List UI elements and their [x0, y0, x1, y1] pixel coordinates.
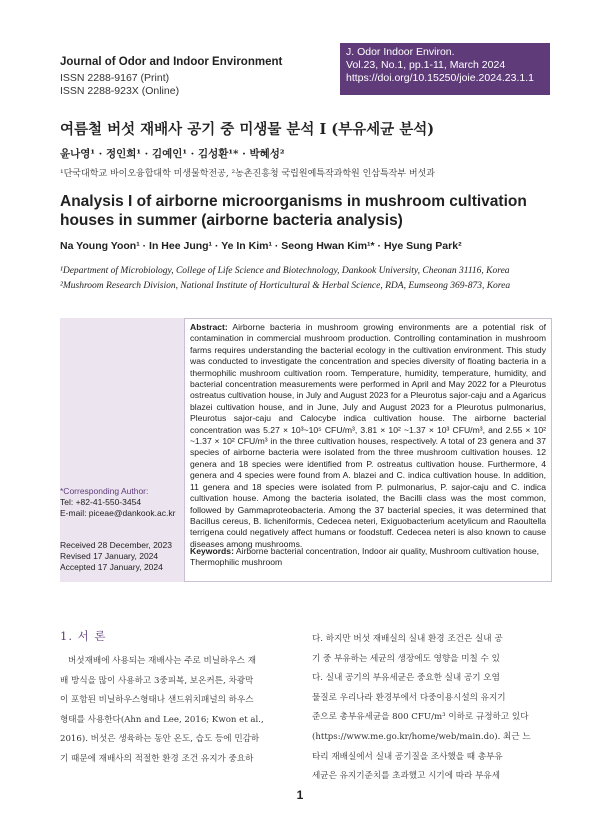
korean-authors: 윤나영¹ · 정인희¹ · 김예인¹ · 김성환¹* · 박혜성² — [60, 148, 285, 160]
body-line: 버섯재배에 사용되는 재배사는 주로 비닐하우스 재 — [68, 656, 256, 666]
doi-link[interactable]: https://doi.org/10.15250/joie.2024.23.1.1 — [346, 72, 534, 84]
page-number: 1 — [296, 788, 304, 802]
body-line: 타리 재배실에서 실내 공기질을 조사했을 때 총부유 — [312, 751, 503, 762]
korean-affiliation: ¹단국대학교 바이오융합대학 미생물학전공, ²농촌진흥청 국립원예특작과학원 인삼특작부 버섯과 — [60, 169, 436, 179]
korean-title: 여름철 버섯 재배사 공기 중 미생물 분석 I (부유세균 분석) — [60, 121, 435, 138]
corresponding-email[interactable]: E-mail: piceae@dankook.ac.kr — [60, 508, 176, 518]
english-authors: Na Young Yoon¹ · In Hee Jung¹ · Ye In Kim¹ · Seong Hwan Kim¹* · Hye Sung Park² — [60, 240, 462, 252]
received-date: Received 28 December, 2023 — [60, 540, 172, 550]
english-affiliation-2: ²Mushroom Research Division, National Institute of Horticultural & Herbal Science, RDA, Eumseong 369-873, Korea — [60, 281, 511, 291]
abstract-body: Airborne bacteria in mushroom growing environments are a potential risk of contamination in commercial mushroom production. Controlling contamination in mushroom farms requires understanding the bacterial ecology in the cultivation environment. This study was conducted to investigate the concentration and species diversity of floating bacteria in a thermophilic mushroom cultivation room. Temperature, humidity, temperature, humidity, and bacterial concentration measurements were performed in April and May 2022 for a Pleurotus ostreatus cultivation house, in July and August 2023 for a Pleurotus sajor-caju and a Agaricus blazei cultivation house, and in June, July and August 2023 for a Pleurotus pulmonarius, Pleurotus sajor-caju and Calocybe indica cultivation house. The airborne bacterial concentration was 5.27 × 10³~10⁵ CFU/m³, 3.81 × 10² ~1.37 × 10³ CFU/m³, and 2.55 × 10² ~1.37 × 10² CFU/m³ in the three cultivation houses, respectively. A total of 23 genera and 37 species of airborne bacteria were isolated from the three mushroom cultivation houses. 12 genera and 18 species were identified from P. ostreatus cultivation house. Furthermore, 4 genera and 4 species were found from A. blazei and C. indica cultivation house. In addition, 11 genera and 18 species were isolated from P. pulmonarius, P. sajor-caju and C. indica cultivation house. Among the bacteria isolated, the Bacilli class was the most common, followed by Gammaproteobacteria. Among the 37 bacterial species, it was determined that Bacillus cereus, B. licheniformis, Cedecea neteri, Exiguobacterium acetylicum and Raoultella terrigena could negatively affect humans or foodstuff. Cedecea neteri is also known to cause diseases among mushrooms. — [190, 322, 546, 549]
keywords-body: Airborne bacterial concentration, Indoor air quality, Mushroom cultivation house, Thermophilic mushroom — [190, 546, 540, 568]
abstract-label: Abstract: — [190, 322, 228, 332]
revised-date: Revised 17 January, 2024 — [60, 551, 159, 561]
body-line: 세균은 유지기준치를 초과했고 시기에 따라 부유세 — [312, 771, 500, 782]
body-line: 기 때문에 재배사의 적절한 환경 조건 유지가 중요하 — [60, 753, 254, 764]
section-heading-introduction: 1. 서 론 — [60, 629, 107, 643]
body-line: 물질로 우리나라 환경부에서 다중이용시설의 유지기 — [312, 692, 506, 703]
body-line: 다. 실내 공기의 부유세균은 중요한 실내 공기 오염 — [312, 673, 500, 684]
keywords — [190, 546, 546, 569]
body-line: 이 포함된 비닐하우스형태나 샌드위치패널의 하우스 — [60, 695, 254, 706]
body-line: 기 중 부유하는 세균의 생장에도 영향을 미칠 수 있 — [312, 653, 500, 664]
citation-box — [340, 43, 550, 95]
corresponding-label: *Corresponding Author: — [60, 486, 149, 496]
body-line: 준으로 총부유세균을 800 CFU/m³ 이하로 규정하고 있다 — [312, 712, 529, 723]
body-line: 다. 하지만 버섯 재배실의 실내 환경 조건은 실내 공 — [312, 634, 503, 644]
corresponding-tel: Tel: +82-41-550-3454 — [60, 497, 142, 507]
body-line: 형태를 사용한다(Ahn and Lee, 2016; Kwon et al., — [60, 714, 264, 725]
article-dates — [60, 540, 172, 573]
accepted-date: Accepted 17 January, 2024 — [60, 562, 163, 572]
volume-info: Vol.23, No.1, pp.1-11, March 2024 — [346, 59, 506, 71]
english-affiliation-1: ¹Department of Microbiology, College of Life Science and Biotechnology, Dankook University, Cheonan 31116, Korea — [60, 266, 510, 276]
english-title: Analysis I of airborne microorganisms in mushroom cultivation houses in summer (airborne bacteria analysis) — [60, 193, 527, 229]
abstract — [190, 322, 546, 550]
issn-print: ISSN 2288-9167 (Print) — [60, 72, 170, 84]
body-column-right — [312, 630, 552, 787]
keywords-label: Keywords: — [190, 546, 234, 556]
journal-name: Journal of Odor and Indoor Environment — [60, 56, 283, 68]
corresponding-author — [60, 486, 175, 519]
body-line: 2016). 버섯은 생육하는 동안 온도, 습도 등에 민감하 — [60, 734, 260, 745]
body-column-left — [60, 652, 296, 770]
issn-online: ISSN 2288-923X (Online) — [60, 85, 180, 97]
journal-abbrev: J. Odor Indoor Environ. — [346, 46, 455, 58]
body-line: 배 방식을 많이 사용하고 3중피복, 보온커튼, 차광막 — [60, 675, 254, 686]
body-line: (https://www.me.go.kr/home/web/main.do). 최근 느 — [312, 731, 531, 742]
